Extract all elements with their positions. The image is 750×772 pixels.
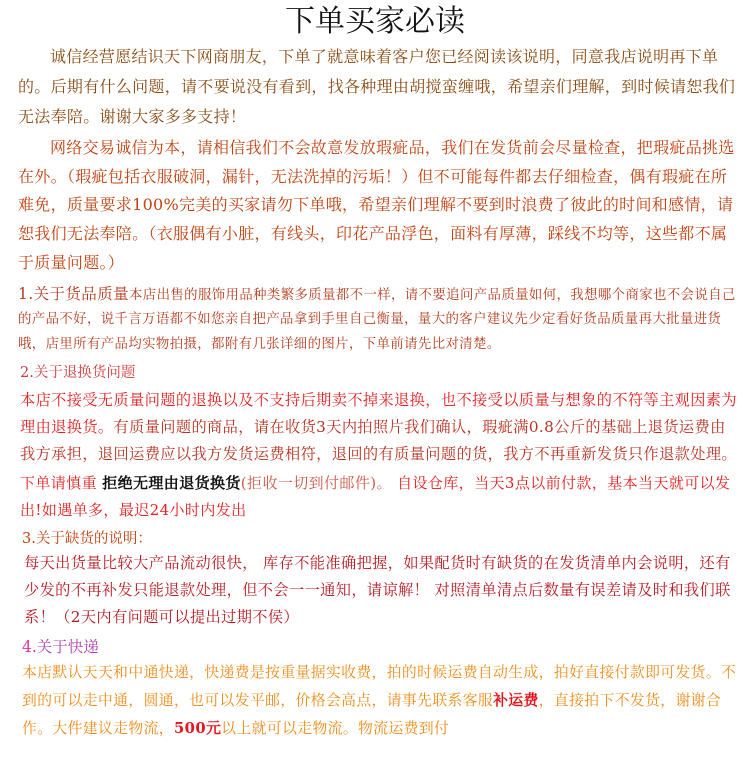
intro-paragraph-1: 诚信经营愿结识天下网商朋友，下单了就意味着客户您已经阅读该说明，同意我店说明再下单的。后期有什么问题，请不要说没有看到，找各种理由胡搅蛮缠哦，希望亲们理解，到时候请恕我们无法奉陪。谢谢大家多多支持！ [18, 47, 736, 126]
order-notice-prefix: 下单请慎重 [20, 474, 98, 493]
section-shipping-highlight-amount: 500元 [173, 720, 222, 738]
section-shipping-num: 4. [22, 638, 37, 657]
intro-paragraph-2: 网络交易诚信为本，请相信我们不会故意发放瑕疵品，我们在发货前会尽量检查，把瑕疵品挑选在外。（瑕疵包括衣服破洞，漏针，无法洗掉的污垢！）但不可能每件都去仔细检查，偶有瑕疵在所难免，质量要求100%完美的买家请勿下单哦，希望亲们理解不要到时浪费了彼此的时间和感情，请恕我们无法奉陪。（衣服偶有小脏，有线头，印花产品浮色，面料有厚薄，踩线不均等，这些都不属于质量问题。） [18, 138, 735, 272]
section-quality-heading: 1.关于货品质量 [18, 284, 129, 303]
section-returns-body [0, 387, 750, 468]
section-quality-body: 本店出售的服饰用品种类繁多质量都不一样，请不要追问产品质量如何，我想哪个商家也不会说自己的产品不好，说千言万语都不如您亲自把产品拿到手里自己衡量，量大的客户建议先少定看好货品质量再大批量进货哦，店里所有产品均实物拍摄，都附有几张详细的图片，下单前请先比对清楚。 [18, 287, 736, 352]
section-shipping-heading [0, 635, 750, 659]
order-notice [0, 470, 750, 524]
section-shipping-title: 关于快递 [36, 638, 99, 657]
order-notice-rest: 自设仓库，当天3点以前付款，基本当天就可以发出!如遇单多，最迟24小时内发出 [20, 474, 731, 520]
section-shipping-text-b: ，直接拍下不发货，谢谢合作。大件建议走物流， [22, 692, 722, 738]
section-stockout-body: 每天出货量比较大产品流动很快， 库存不能准确把握，如果配货时有缺货的在发货清单内会说明，还有少发的不再补发只能退款处理，但不会一一通知，请谅解！ 对照清单清点后数量有误差请及时和我们联系！（2天内有问题可以提出过期不侯） [24, 554, 731, 627]
section-shipping-text-c: 以上就可以走物流。物流运费到付 [221, 720, 450, 738]
section-shipping-body [0, 659, 750, 743]
order-notice-bold: 拒绝无理由退货换货 [102, 474, 241, 493]
section-returns-policy: 本店不接受无质量问题的退换以及不支持后期卖不掉来退换，也不接受以质量与想象的不符等主观因素为理由退换货。 [20, 391, 738, 437]
section-shipping-text-a: 本店默认天天和中通快递，快递费是按重量据实收费，拍的时候运费自动生成，拍好直接付款即可发货。不到的可以走中通，圆通，也可以发平邮，价格会高点，请事先联系客服 [22, 664, 737, 710]
section-shipping-highlight-fee: 补运费 [493, 692, 539, 710]
section-stockout-heading: 3.关于缺货的说明： [22, 531, 152, 548]
order-notice-muted: (拒收一切到付邮件)。 [240, 474, 392, 493]
section-quality [0, 282, 750, 358]
section-returns-defect: 有质量问题的商品，请在收货3天内拍照片我们确认，瑕疵满0.8公斤的基础上退货运费由我方承担，退回运费应以我方发货运费相符，退回的有质量问题的货，我方不再重新发货只作退款处理。 [20, 418, 738, 464]
section-returns-heading: 2.关于退换货问题 [20, 365, 136, 382]
page-title: 下单买家必读 [285, 4, 465, 39]
